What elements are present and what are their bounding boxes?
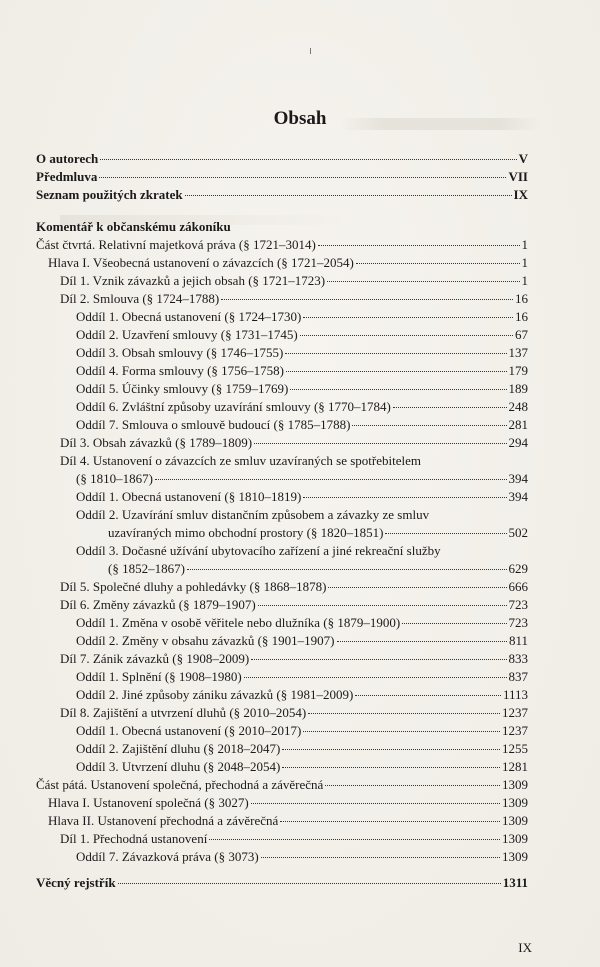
toc-entry-page: 502: [508, 525, 528, 540]
toc-entry[interactable]: [36, 362, 528, 380]
leader-dots: [282, 767, 500, 768]
toc-entry-page: 1309: [502, 795, 528, 810]
toc-entry[interactable]: [36, 272, 528, 290]
toc-entry[interactable]: [36, 524, 528, 542]
leader-dots: [155, 479, 507, 480]
toc-entry[interactable]: [36, 398, 528, 416]
toc-entry-label: Věcný rejstřík: [36, 875, 116, 890]
toc-entry[interactable]: [36, 812, 528, 830]
toc-entry[interactable]: [36, 542, 528, 560]
toc-entry[interactable]: [36, 704, 528, 722]
toc-entry-label: Hlava I. Ustanovení společná (§ 3027): [48, 795, 249, 810]
toc-entry[interactable]: [36, 186, 528, 204]
toc-entry[interactable]: [36, 506, 528, 524]
toc-entry-label: Díl 7. Zánik závazků (§ 1908–2009): [60, 651, 250, 666]
leader-dots: [300, 335, 513, 336]
toc-entry-label: Díl 3. Obsah závazků (§ 1789–1809): [60, 435, 253, 450]
leader-dots: [244, 677, 507, 678]
toc-entry-page: 629: [508, 561, 528, 576]
toc-entry-label: Část pátá. Ustanovení společná, přechodná a závěrečná: [36, 777, 324, 792]
page-title: Obsah: [273, 108, 327, 129]
toc-entry-page: 16: [515, 291, 528, 306]
toc-entry-label: Oddíl 7. Závazková práva (§ 3073): [76, 849, 259, 864]
leader-dots: [355, 695, 501, 696]
toc-entry-label: Hlava II. Ustanovení přechodná a závěrečná: [48, 813, 279, 828]
toc-entry[interactable]: [36, 416, 528, 434]
toc-entry[interactable]: [36, 650, 528, 668]
toc-entry-label: Díl 5. Společné dluhy a pohledávky (§ 1868–1878): [60, 579, 327, 594]
toc-entry-page: 1311: [502, 875, 528, 890]
toc-entry[interactable]: [36, 236, 528, 254]
toc-entry[interactable]: [36, 848, 528, 866]
toc-entry-page: 1113: [502, 687, 528, 702]
page-folio: IX: [518, 940, 532, 955]
toc-entry-page: 1255: [502, 741, 528, 756]
toc-entry-page: 281: [508, 417, 528, 432]
toc-entry-page: 666: [508, 579, 528, 594]
toc-entry[interactable]: [36, 254, 528, 272]
toc-entry-page: 1237: [502, 705, 528, 720]
toc-entry[interactable]: [36, 614, 528, 632]
toc-entry-page: 1: [521, 237, 528, 252]
leader-dots: [402, 623, 506, 624]
leader-dots: [303, 497, 506, 498]
toc-entry-label: Oddíl 1. Obecná ustanovení (§ 1724–1730): [76, 309, 302, 324]
toc-entry-label: Díl 1. Přechodná ustanovení: [60, 831, 208, 846]
toc-entry-label: Oddíl 5. Účinky smlouvy (§ 1759–1769): [76, 381, 289, 396]
toc-entry-page: 137: [508, 345, 528, 360]
leader-dots: [187, 569, 507, 570]
leader-dots: [328, 587, 506, 588]
toc-entry-page: 1237: [502, 723, 528, 738]
toc-entry-page: 67: [515, 327, 528, 342]
toc-entry-label: Oddíl 2. Změny v obsahu závazků (§ 1901–1907): [76, 633, 335, 648]
toc-entry-page: 1: [521, 255, 528, 270]
toc-entry-label: Předmluva: [36, 169, 98, 184]
leader-dots: [286, 371, 507, 372]
toc-entry-label: Oddíl 3. Utvrzení dluhu (§ 2048–2054): [76, 759, 281, 774]
toc-entry-label: Oddíl 2. Jiné způsoby zániku závazků (§ 1981–2009): [76, 687, 354, 702]
toc-entry-label: Oddíl 7. Smlouva o smlouvě budoucí (§ 1785–1788): [76, 417, 351, 432]
toc-entry-index[interactable]: [36, 874, 528, 892]
leader-dots: [308, 713, 500, 714]
toc-entry[interactable]: [36, 596, 528, 614]
toc-entry-label: (§ 1852–1867): [108, 561, 185, 576]
leader-dots: [303, 317, 513, 318]
toc-entry[interactable]: [36, 578, 528, 596]
toc-entry[interactable]: [36, 740, 528, 758]
section-heading: Komentář k občanskému zákoníku: [36, 219, 231, 234]
leader-dots: [356, 263, 520, 264]
page-marker: [310, 48, 311, 54]
toc-entry-label: Díl 2. Smlouva (§ 1724–1788): [60, 291, 220, 306]
leader-dots: [393, 407, 507, 408]
toc-entry[interactable]: [36, 344, 528, 362]
leader-dots: [100, 159, 516, 160]
leader-dots: [99, 177, 506, 178]
leader-dots: [303, 731, 500, 732]
toc-entry-label: O autorech: [36, 151, 99, 166]
toc-entry[interactable]: [36, 488, 528, 506]
leader-dots: [337, 641, 507, 642]
toc-entry-page: 1309: [502, 813, 528, 828]
toc-entry[interactable]: [36, 776, 528, 794]
toc-entry[interactable]: [36, 308, 528, 326]
leader-dots: [185, 195, 512, 196]
table-of-contents: [36, 150, 528, 892]
toc-entry[interactable]: [36, 758, 528, 776]
toc-entry[interactable]: [36, 722, 528, 740]
toc-entry-label: Část čtvrtá. Relativní majetková práva (§ 1721–3014): [36, 237, 316, 252]
toc-entry-page: V: [518, 151, 528, 166]
leader-dots: [285, 353, 506, 354]
toc-entry[interactable]: [36, 452, 528, 470]
toc-entry[interactable]: [36, 150, 528, 168]
toc-entry-label: Oddíl 4. Forma smlouvy (§ 1756–1758): [76, 363, 284, 378]
toc-entry-label: uzavíraných mimo obchodní prostory (§ 1820–1851): [108, 525, 384, 540]
toc-entry-page: 723: [508, 615, 528, 630]
leader-dots: [290, 389, 506, 390]
leader-dots: [251, 659, 506, 660]
leader-dots: [318, 245, 520, 246]
toc-entry-label: Oddíl 6. Zvláštní způsoby uzavírání smlouvy (§ 1770–1784): [76, 399, 391, 414]
toc-entry-page: 1309: [502, 849, 528, 864]
toc-entry-page: 179: [508, 363, 528, 378]
toc-entry-page: 294: [508, 435, 528, 450]
toc-entry-page: 16: [515, 309, 528, 324]
front-matter-list: [36, 150, 528, 204]
toc-entry-label: Oddíl 2. Zajištění dluhu (§ 2018–2047): [76, 741, 281, 756]
toc-entry[interactable]: [36, 686, 528, 704]
leader-dots: [385, 533, 506, 534]
toc-entry[interactable]: [36, 794, 528, 812]
leader-dots: [261, 857, 500, 858]
toc-entry-page: 1281: [502, 759, 528, 774]
toc-entry-label: Díl 6. Změny závazků (§ 1879–1907): [60, 597, 256, 612]
toc-entry-page: 1309: [502, 831, 528, 846]
toc-entry-label: Oddíl 3. Dočasné užívání ubytovacího zařízení a jiné rekreační služby: [76, 543, 441, 558]
toc-entry-label: Oddíl 1. Obecná ustanovení (§ 2010–2017): [76, 723, 302, 738]
toc-entry[interactable]: [36, 434, 528, 452]
toc-entry-label: Oddíl 1. Obecná ustanovení (§ 1810–1819): [76, 489, 302, 504]
toc-entry-label: Seznam použitých zkratek: [36, 187, 183, 202]
leader-dots: [251, 803, 500, 804]
leader-dots: [282, 749, 500, 750]
toc-entry[interactable]: [36, 168, 528, 186]
toc-entry-page: 394: [508, 471, 528, 486]
toc-entry-label: Díl 1. Vznik závazků a jejich obsah (§ 1721–1723): [60, 273, 326, 288]
toc-entry-label: Hlava I. Všeobecná ustanovení o závazcích (§ 1721–2054): [48, 255, 354, 270]
toc-entry-label: Oddíl 1. Změna v osobě věřitele nebo dlužníka (§ 1879–1900): [76, 615, 401, 630]
toc-entry[interactable]: [36, 470, 528, 488]
toc-entry-page: 723: [508, 597, 528, 612]
toc-entry[interactable]: [36, 830, 528, 848]
toc-entry-label: Díl 4. Ustanovení o závazcích ze smluv uzavíraných se spotřebitelem: [60, 453, 421, 468]
toc-entry-page: 394: [508, 489, 528, 504]
leader-dots: [254, 443, 506, 444]
leader-dots: [352, 425, 506, 426]
toc-entry-page: IX: [513, 187, 528, 202]
toc-entry-label: Oddíl 1. Splnění (§ 1908–1980): [76, 669, 242, 684]
toc-entry[interactable]: [36, 380, 528, 398]
toc-entry-page: 833: [508, 651, 528, 666]
toc-entry-page: 1: [521, 273, 528, 288]
leader-dots: [327, 281, 519, 282]
toc-entry[interactable]: [36, 632, 528, 650]
toc-entry-page: 837: [508, 669, 528, 684]
toc-entry[interactable]: [36, 326, 528, 344]
toc-entry-page: 811: [508, 633, 528, 648]
toc-entry-label: Oddíl 2. Uzavírání smluv distančním způsobem a závazky ze smluv: [76, 507, 430, 522]
toc-entry-label: Oddíl 3. Obsah smlouvy (§ 1746–1755): [76, 345, 284, 360]
toc-entry[interactable]: [36, 668, 528, 686]
toc-entry-page: 189: [508, 381, 528, 396]
toc-entry[interactable]: [36, 290, 528, 308]
toc-entry-label: Oddíl 2. Uzavření smlouvy (§ 1731–1745): [76, 327, 298, 342]
leader-dots: [118, 883, 501, 884]
toc-entry-page: 1309: [502, 777, 528, 792]
leader-dots: [280, 821, 500, 822]
toc-entry-label: Díl 8. Zajištění a utvrzení dluhů (§ 2010–2054): [60, 705, 307, 720]
toc-entry-label: (§ 1810–1867): [76, 471, 153, 486]
toc-entry-page: VII: [508, 169, 528, 184]
leader-dots: [221, 299, 513, 300]
leader-dots: [258, 605, 507, 606]
leader-dots: [209, 839, 500, 840]
toc-entry[interactable]: [36, 560, 528, 578]
leader-dots: [325, 785, 500, 786]
toc-entries: [36, 236, 528, 866]
toc-entry-page: 248: [508, 399, 528, 414]
